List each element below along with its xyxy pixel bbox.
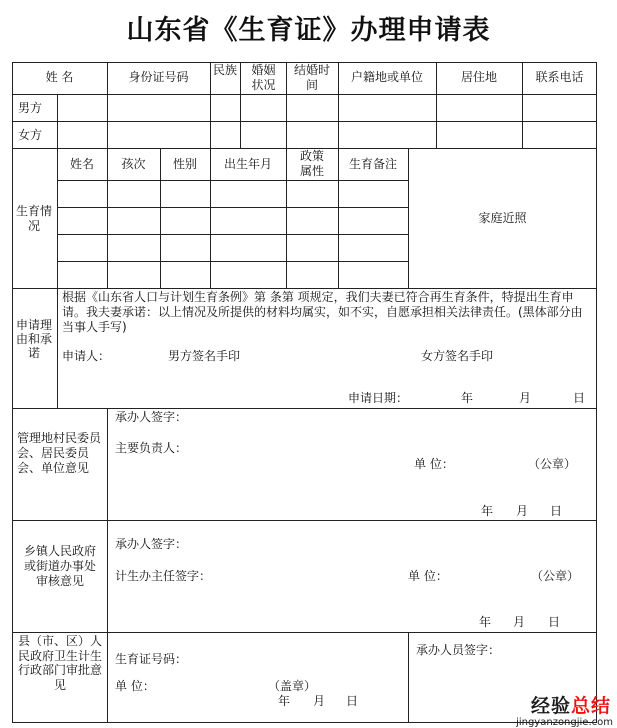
birth-cert-number-field[interactable]: 生育证号码： <box>115 652 188 666</box>
watermark-brand-red: 总结 <box>570 695 611 717</box>
town-seal: （公章） <box>531 569 580 583</box>
village-day: 日 <box>550 504 563 518</box>
page-title: 山东省《生育证》办理申请表 <box>126 15 491 46</box>
row-husband: 男方 <box>18 101 43 115</box>
village-leader[interactable]: 主要负责人： <box>115 441 188 455</box>
watermark-brand-gray: 经验 <box>530 695 571 717</box>
site-watermark <box>531 691 611 718</box>
birth-header-policy: 政策属性 <box>299 149 324 178</box>
birth-header-order: 孩次 <box>121 157 146 171</box>
application-section-label: 申请理由和承诺 <box>16 318 53 360</box>
town-year: 年 <box>479 615 492 629</box>
town-month: 月 <box>513 615 526 629</box>
header-name: 姓 名 <box>45 70 74 84</box>
birth-header-name: 姓名 <box>69 157 94 171</box>
watermark-url: jingyanzongjie.com <box>516 717 613 728</box>
header-residence: 居住地 <box>460 70 497 84</box>
town-handler-sign[interactable]: 承办人签字： <box>115 537 188 551</box>
application-day: 日 <box>573 391 586 405</box>
birth-header-birth-date: 出生年月 <box>223 157 272 171</box>
birth-section-label: 生育情况 <box>16 204 53 233</box>
county-staff-sign[interactable]: 承办人员签字： <box>416 643 501 657</box>
header-phone: 联系电话 <box>535 70 584 84</box>
header-ethnicity: 民族 <box>213 63 238 77</box>
header-marriage-time: 结婚时间 <box>294 63 331 92</box>
village-unit: 单 位： <box>414 457 454 471</box>
county-seal: （盖章） <box>268 679 317 693</box>
town-section-label: 乡镇人民政府或街道办事处审核意见 <box>23 544 96 588</box>
header-household-unit: 户籍地或单位 <box>350 70 423 84</box>
birth-header-gender: 性别 <box>172 157 197 171</box>
row-wife: 女方 <box>18 128 43 142</box>
town-day: 日 <box>548 615 561 629</box>
town-unit: 单 位： <box>408 569 448 583</box>
application-date-label: 申请日期： <box>348 391 409 405</box>
header-id-number: 身份证号码 <box>128 70 189 84</box>
county-month: 月 <box>313 694 326 708</box>
header-marital-status: 婚姻状况 <box>251 63 276 92</box>
village-handler-sign[interactable]: 承办人签字： <box>115 410 188 424</box>
application-year: 年 <box>461 391 474 405</box>
village-seal: （公章） <box>528 457 577 471</box>
application-month: 月 <box>519 391 532 405</box>
application-statement: 根据《山东省人口与计划生育条例》第 条第 项规定，我们夫妻已符合再生育条件，特提出生育申请。我夫妻承诺：以上情况及所提供的材料均属实，如不实，自愿承担相关法律责任。(黑体部分由当事人手写) <box>62 290 583 334</box>
village-section-label: 管理地村民委员会、居民委员会、单位意见 <box>17 431 102 475</box>
county-year: 年 <box>278 694 291 708</box>
county-unit: 单 位： <box>115 679 155 693</box>
village-month: 月 <box>516 504 529 518</box>
wife-signature-field[interactable]: 女方签名手印 <box>421 349 494 363</box>
family-photo-area: 家庭近照 <box>478 211 527 225</box>
village-year: 年 <box>481 504 494 518</box>
birth-header-remarks: 生育备注 <box>348 157 397 171</box>
applicant-label: 申请人： <box>62 349 111 363</box>
county-section-label: 县（市、区）人民政府卫生计生行政部门审批意见 <box>17 634 102 692</box>
town-director-sign[interactable]: 计生办主任签字： <box>115 569 212 583</box>
county-day: 日 <box>346 694 359 708</box>
husband-signature-field[interactable]: 男方签名手印 <box>168 349 241 363</box>
